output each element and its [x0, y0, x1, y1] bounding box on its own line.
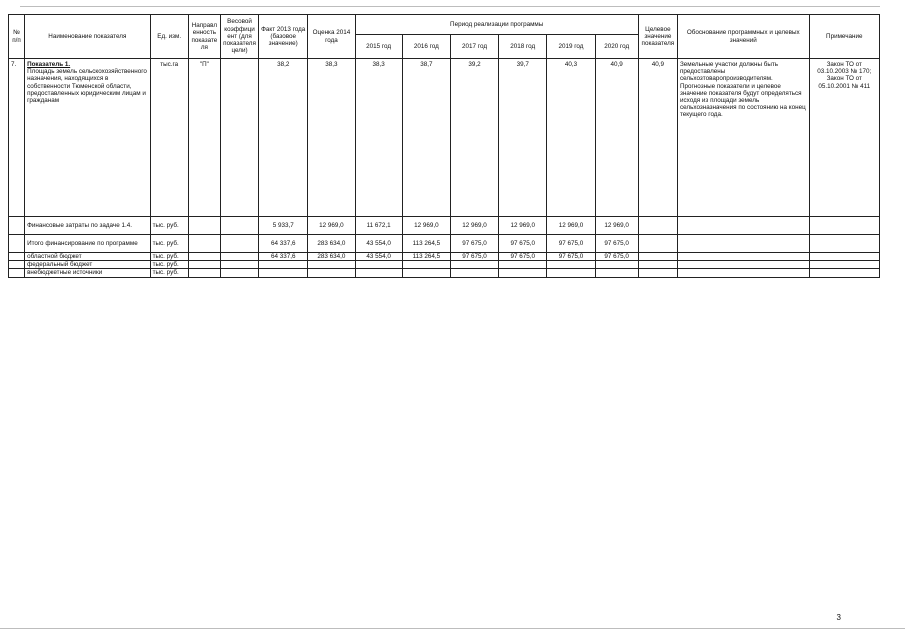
finance-year-value	[547, 261, 595, 269]
finance-year-value: 97 675,0	[499, 235, 547, 253]
header-period: Период реализации программы	[355, 15, 638, 35]
indicator-weight	[220, 59, 258, 217]
finance-justification	[677, 217, 809, 235]
finance-row-regional	[9, 253, 880, 261]
header-year: 2016 год	[402, 35, 450, 59]
finance-fact-2013: 5 933,7	[259, 217, 308, 235]
header-target: Целевое значение показателя	[638, 15, 677, 59]
finance-estimate-2014	[308, 261, 355, 269]
finance-year-value	[355, 269, 402, 277]
scan-edge-line	[20, 6, 880, 7]
finance-name: областной бюджет	[25, 253, 151, 261]
finance-justification	[677, 269, 809, 277]
header-unit: Ед. изм.	[150, 15, 188, 59]
finance-year-value	[355, 261, 402, 269]
finance-name: внебюджетные источники	[25, 269, 151, 277]
indicator-year-value: 40,3	[547, 59, 595, 217]
indicator-direction: "П"	[188, 59, 220, 217]
finance-unit: тыс. руб.	[150, 217, 188, 235]
finance-year-value	[547, 269, 595, 277]
finance-year-value: 97 675,0	[450, 253, 498, 261]
indicator-year-value: 40,9	[595, 59, 638, 217]
indicator-fact-2013: 38,2	[259, 59, 308, 217]
finance-weight	[220, 261, 258, 269]
indicator-title: Показатель 1.	[27, 61, 71, 68]
finance-target	[638, 253, 677, 261]
finance-target	[638, 261, 677, 269]
finance-row-task	[9, 217, 880, 235]
finance-year-value	[595, 261, 638, 269]
indicator-row	[9, 59, 880, 217]
finance-weight	[220, 235, 258, 253]
finance-num	[9, 269, 25, 277]
finance-year-value: 12 969,0	[450, 217, 498, 235]
header-weight: Весовой коэффициент (для показателя цели)	[220, 15, 258, 59]
finance-estimate-2014: 283 634,0	[308, 235, 355, 253]
indicator-name	[25, 59, 151, 217]
indicator-description: Площадь земель сельскохозяйственного назначения, находящихся в собственности Тюменской области, предоставленных юридическим лицам и гражданам	[27, 68, 147, 105]
indicator-year-value: 39,7	[499, 59, 547, 217]
header-year: 2018 год	[499, 35, 547, 59]
finance-year-value: 97 675,0	[547, 235, 595, 253]
finance-unit: тыс. руб.	[150, 235, 188, 253]
finance-note	[809, 235, 879, 253]
finance-name: федеральный бюджет	[25, 261, 151, 269]
finance-estimate-2014: 283 634,0	[308, 253, 355, 261]
finance-name: Итого финансирование по программе	[25, 235, 151, 253]
finance-year-value	[499, 261, 547, 269]
finance-unit: тыс. руб.	[150, 261, 188, 269]
header-estimate-2014: Оценка 2014 года	[308, 15, 355, 59]
finance-weight	[220, 269, 258, 277]
finance-fact-2013	[259, 269, 308, 277]
finance-year-value	[402, 261, 450, 269]
program-indicator-table	[8, 14, 880, 278]
header-justification: Обоснование программных и целевых значений	[677, 15, 809, 59]
finance-year-value: 12 969,0	[499, 217, 547, 235]
indicator-year-value: 39,2	[450, 59, 498, 217]
header-direction: Направленность показателя	[188, 15, 220, 59]
finance-year-value: 43 554,0	[355, 253, 402, 261]
finance-direction	[188, 261, 220, 269]
finance-note	[809, 217, 879, 235]
finance-target	[638, 235, 677, 253]
finance-row-federal	[9, 261, 880, 269]
finance-year-value: 97 675,0	[547, 253, 595, 261]
finance-note	[809, 269, 879, 277]
page-number: 3	[836, 613, 841, 622]
header-note: Примечание	[809, 15, 879, 59]
finance-year-value	[499, 269, 547, 277]
finance-target	[638, 217, 677, 235]
finance-year-value	[450, 269, 498, 277]
finance-year-value: 12 969,0	[547, 217, 595, 235]
finance-fact-2013: 64 337,6	[259, 253, 308, 261]
finance-num	[9, 217, 25, 235]
finance-year-value: 97 675,0	[450, 235, 498, 253]
finance-target	[638, 269, 677, 277]
header-year: 2019 год	[547, 35, 595, 59]
finance-estimate-2014	[308, 269, 355, 277]
finance-note	[809, 261, 879, 269]
indicator-note: Закон ТО от 03.10.2003 № 170; Закон ТО от 05.10.2001 № 411	[809, 59, 879, 217]
finance-direction	[188, 217, 220, 235]
indicator-estimate-2014: 38,3	[308, 59, 355, 217]
header-fact-2013: Факт 2013 года (базовое значение)	[259, 15, 308, 59]
finance-num	[9, 261, 25, 269]
indicator-year-value: 38,3	[355, 59, 402, 217]
finance-justification	[677, 261, 809, 269]
finance-justification	[677, 253, 809, 261]
finance-year-value	[450, 261, 498, 269]
finance-row-extrabudgetary	[9, 269, 880, 277]
finance-year-value: 12 969,0	[595, 217, 638, 235]
header-year: 2020 год	[595, 35, 638, 59]
finance-direction	[188, 235, 220, 253]
finance-year-value: 97 675,0	[595, 235, 638, 253]
header-num: № п/п	[9, 15, 25, 59]
finance-unit: тыс. руб.	[150, 269, 188, 277]
indicator-unit: тыс.га	[150, 59, 188, 217]
header-name: Наименование показателя	[25, 15, 151, 59]
finance-weight	[220, 253, 258, 261]
header-year: 2017 год	[450, 35, 498, 59]
finance-year-value: 11 672,1	[355, 217, 402, 235]
finance-year-value: 43 554,0	[355, 235, 402, 253]
finance-year-value: 97 675,0	[499, 253, 547, 261]
finance-weight	[220, 217, 258, 235]
finance-row-total	[9, 235, 880, 253]
indicator-num: 7.	[9, 59, 25, 217]
finance-direction	[188, 253, 220, 261]
finance-year-value: 113 264,5	[402, 253, 450, 261]
finance-name: Финансовые затраты по задаче 1.4.	[25, 217, 151, 235]
finance-num	[9, 253, 25, 261]
finance-year-value	[595, 269, 638, 277]
header-year: 2015 год	[355, 35, 402, 59]
finance-direction	[188, 269, 220, 277]
finance-year-value: 12 969,0	[402, 217, 450, 235]
finance-fact-2013: 64 337,6	[259, 235, 308, 253]
finance-num	[9, 235, 25, 253]
finance-fact-2013	[259, 261, 308, 269]
indicator-justification: Земельные участки должны быть предоставлены сельхозтоваропроизводителям. Прогнозные показатели и целевое значение показателя будут определяться исходя из площади земель сельхозназначения по состоянию на конец текущего года.	[677, 59, 809, 217]
finance-year-value	[402, 269, 450, 277]
finance-estimate-2014: 12 969,0	[308, 217, 355, 235]
finance-year-value: 113 264,5	[402, 235, 450, 253]
finance-note	[809, 253, 879, 261]
indicator-year-value: 38,7	[402, 59, 450, 217]
indicator-target: 40,9	[638, 59, 677, 217]
finance-unit: тыс. руб.	[150, 253, 188, 261]
scan-edge-line	[0, 628, 905, 629]
finance-justification	[677, 235, 809, 253]
finance-year-value: 97 675,0	[595, 253, 638, 261]
